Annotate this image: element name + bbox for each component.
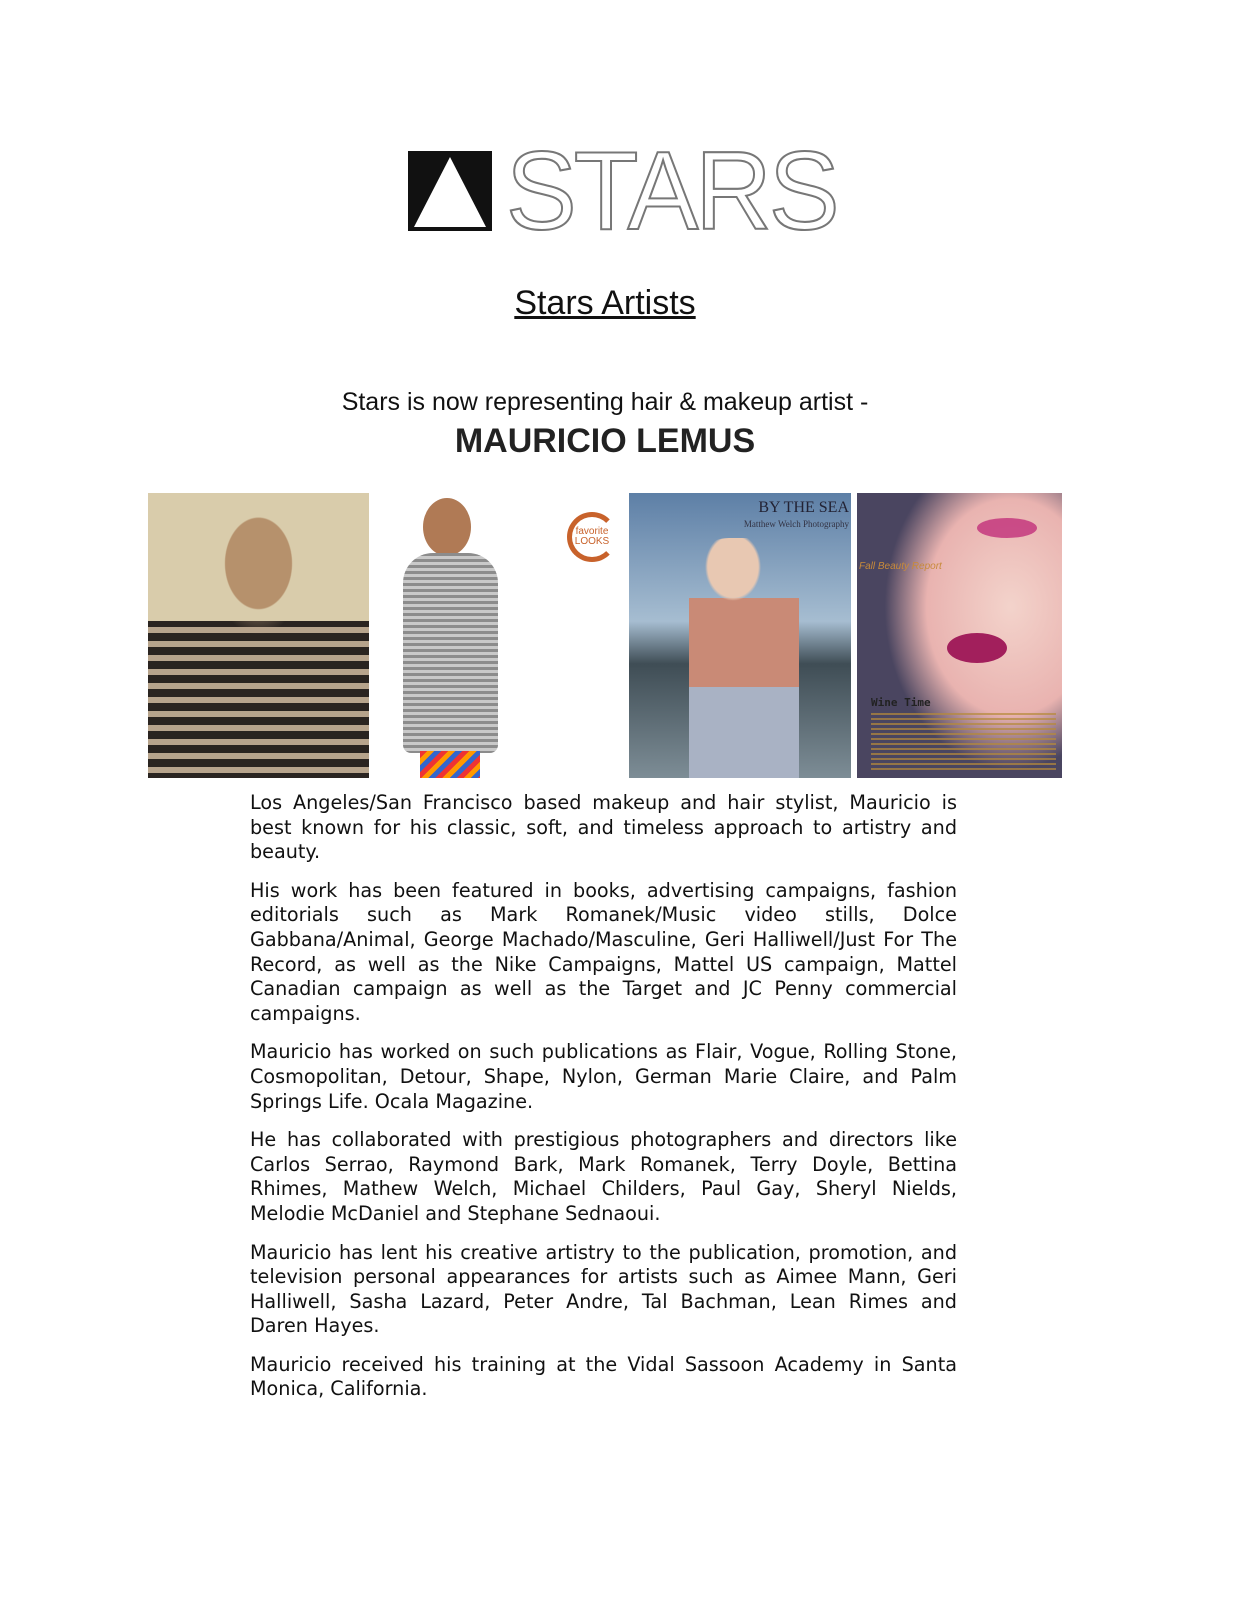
badge-line1: favorite — [575, 526, 609, 537]
photo-man-striped-shirt — [148, 493, 369, 778]
photo-by-the-sea — [629, 493, 851, 778]
intro-text: Stars is now representing hair & makeup artist - — [341, 388, 869, 416]
bio-paragraph: Mauricio has lent his creative artistry to the publication, promotion, and television personal appearances for artists such as Aimee Mann, Geri Halliwell, Sasha Lazard, Peter Andre, Tal Bachman, Lean Rimes and Daren Hayes. — [250, 1240, 957, 1338]
bio-paragraph: He has collaborated with prestigious photographers and directors like Carlos Serrao, Raymond Bark, Mark Romanek, Terry Doyle, Bettina Rhimes, Mathew Welch, Michael Childers, Paul Gay, Sheryl Nields, Melodie McDaniel and Stephane Sednaoui. — [250, 1128, 957, 1225]
sea-title: BY THE SEA — [758, 499, 849, 516]
bio-text — [250, 791, 957, 1416]
logo-wordmark: STARS — [506, 129, 837, 253]
sea-credit: Matthew Welch Photography — [743, 519, 849, 529]
bio-paragraph: Mauricio received his training at the Vidal Sassoon Academy in Santa Monica, California. — [250, 1352, 957, 1401]
badge-line2: LOOKS — [574, 536, 610, 547]
photo-beauty-report — [857, 493, 1062, 778]
bio-paragraph: His work has been featured in books, advertising campaigns, fashion editorials such as Mark Romanek/Music video stills, Dolce Gabbana/Animal, George Machado/Masculine, Geri Halliwell/Just For The Record, as well as the Nike Campaigns, Mattel US campaign, Mattel Canadian campaign as well as the Target and JC Penny commercial campaigns. — [250, 878, 957, 1025]
bio-paragraph: Los Angeles/San Francisco based makeup and hair stylist, Mauricio is best known for his classic, soft, and timeless approach to artistry and beauty. — [250, 791, 957, 864]
photo-girl-dress — [385, 493, 515, 778]
beauty-header: Fall Beauty Report — [859, 561, 942, 572]
favorite-looks-badge — [567, 512, 617, 562]
page-title: Stars Artists — [514, 284, 696, 322]
beauty-title: Wine Time — [871, 696, 931, 709]
bio-paragraph: Mauricio has worked on such publications as Flair, Vogue, Rolling Stone, Cosmopolitan, Detour, Shape, Nylon, German Marie Claire, and Palm Springs Life. Ocala Magazine. — [250, 1040, 957, 1113]
artist-name: MAURICIO LEMUS — [454, 422, 756, 460]
triangle-logo-icon — [408, 151, 492, 231]
stars-logo — [408, 129, 837, 253]
